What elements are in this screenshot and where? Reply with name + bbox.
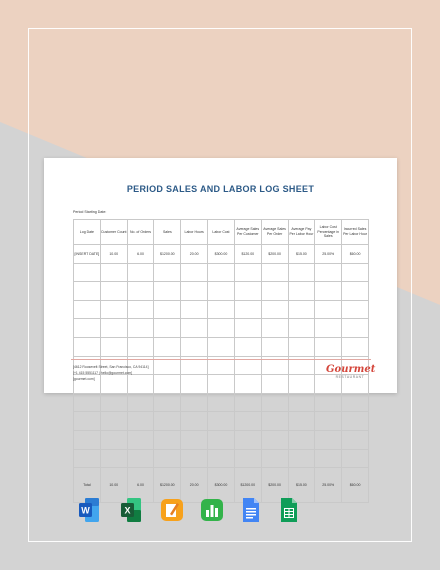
table-cell[interactable] [74, 263, 101, 282]
numbers-icon[interactable] [201, 497, 223, 523]
column-header: Average Sales Per Order [261, 220, 288, 245]
total-cell: $15.00 [288, 468, 315, 503]
table-cell[interactable] [208, 375, 235, 394]
file-format-icons [78, 497, 378, 523]
table-row [74, 300, 369, 319]
table-cell[interactable] [315, 319, 342, 338]
table-cell[interactable] [154, 393, 181, 412]
table-cell[interactable] [261, 430, 288, 449]
column-header: Labor Cost Percentage in Sales [315, 220, 342, 245]
table-row [74, 282, 369, 301]
table-cell[interactable] [127, 412, 154, 431]
excel-icon[interactable] [120, 497, 142, 523]
table-cell[interactable] [154, 375, 181, 394]
total-cell: 6.00 [127, 468, 154, 503]
table-cell[interactable] [154, 319, 181, 338]
contact-line: [+1 415 5551117 | hello@gourmet.com] [73, 371, 133, 375]
website-line: [gourmet.com] [73, 377, 95, 381]
pages-icon[interactable] [161, 497, 183, 523]
table-cell[interactable] [261, 263, 288, 282]
column-header: Average Pay Per Labor Hour [288, 220, 315, 245]
table-cell[interactable] [234, 319, 261, 338]
table-cell[interactable]: 10.00 [100, 245, 127, 264]
table-cell[interactable] [315, 393, 342, 412]
table-cell[interactable]: [INSERT DATE] [74, 245, 101, 264]
table-cell[interactable] [342, 319, 369, 338]
table-cell[interactable] [100, 337, 127, 356]
table-cell[interactable] [261, 449, 288, 468]
table-cell[interactable] [234, 263, 261, 282]
table-cell[interactable] [261, 375, 288, 394]
total-cell: 25.00% [315, 468, 342, 503]
table-cell[interactable] [342, 449, 369, 468]
table-cell[interactable] [100, 412, 127, 431]
table-cell[interactable] [74, 300, 101, 319]
table-cell[interactable] [234, 337, 261, 356]
table-cell[interactable]: $15.00 [288, 245, 315, 264]
column-header: Sales [154, 220, 181, 245]
total-label: Total [74, 468, 101, 503]
column-header: Labor Hours [181, 220, 208, 245]
table-cell[interactable] [234, 393, 261, 412]
table-cell[interactable] [288, 375, 315, 394]
table-cell[interactable] [315, 430, 342, 449]
table-cell[interactable] [208, 282, 235, 301]
total-cell: $300.00 [208, 468, 235, 503]
table-cell[interactable] [315, 263, 342, 282]
table-cell[interactable] [261, 337, 288, 356]
table-cell[interactable] [208, 393, 235, 412]
table-cell[interactable] [234, 300, 261, 319]
table-cell[interactable] [234, 412, 261, 431]
table-cell[interactable] [234, 449, 261, 468]
table-cell[interactable] [181, 319, 208, 338]
table-row [74, 393, 369, 412]
table-cell[interactable] [154, 430, 181, 449]
table-cell[interactable] [342, 393, 369, 412]
total-cell: $60.00 [342, 468, 369, 503]
table-row [74, 430, 369, 449]
brand-subtitle: RESTAURANT [335, 375, 365, 379]
column-header: Incurred Sales Per Labor Hour [342, 220, 369, 245]
total-cell: $1200.00 [154, 468, 181, 503]
address-block [73, 364, 149, 382]
table-cell[interactable] [208, 430, 235, 449]
table-cell[interactable] [181, 449, 208, 468]
svg-text:W: W [81, 505, 90, 516]
brand-name: Gourmet [326, 364, 376, 375]
table-cell[interactable] [181, 375, 208, 394]
table-cell[interactable]: 20.00 [181, 245, 208, 264]
table-cell[interactable] [127, 300, 154, 319]
table-cell[interactable]: $120.00 [234, 245, 261, 264]
table-cell[interactable] [74, 412, 101, 431]
table-cell[interactable] [208, 337, 235, 356]
table-row [74, 449, 369, 468]
table-cell[interactable] [288, 337, 315, 356]
table-cell[interactable]: 6.00 [127, 245, 154, 264]
table-cell[interactable] [208, 300, 235, 319]
table-cell[interactable] [208, 319, 235, 338]
table-cell[interactable] [181, 282, 208, 301]
address-line: [4612 Roosevelt Street, San Francisco, CA 94114] [73, 365, 149, 369]
table-row [74, 412, 369, 431]
table-row [74, 337, 369, 356]
table-cell[interactable] [100, 449, 127, 468]
table-cell[interactable]: $200.00 [261, 245, 288, 264]
table-cell[interactable] [74, 393, 101, 412]
svg-text:X: X [124, 505, 131, 516]
table-cell[interactable] [74, 337, 101, 356]
total-cell: 10.00 [100, 468, 127, 503]
footer-divider [71, 359, 371, 360]
table-cell[interactable] [234, 282, 261, 301]
table-cell[interactable] [261, 300, 288, 319]
log-table [73, 219, 369, 503]
table-cell[interactable] [100, 300, 127, 319]
table-cell[interactable] [74, 430, 101, 449]
table-cell[interactable]: 25.00% [315, 245, 342, 264]
table-cell[interactable] [342, 282, 369, 301]
table-cell[interactable] [181, 300, 208, 319]
table-cell[interactable] [181, 430, 208, 449]
column-header: Log Date [74, 220, 101, 245]
brand-logo [326, 364, 374, 380]
table-cell[interactable] [342, 337, 369, 356]
table-cell[interactable] [315, 282, 342, 301]
table-cell[interactable] [74, 282, 101, 301]
table-cell[interactable] [342, 412, 369, 431]
table-cell[interactable] [288, 393, 315, 412]
table-cell[interactable] [315, 300, 342, 319]
total-cell: $1200.00 [234, 468, 261, 503]
table-cell[interactable] [127, 263, 154, 282]
table-cell[interactable] [154, 300, 181, 319]
table-cell[interactable] [127, 319, 154, 338]
table-cell[interactable] [154, 337, 181, 356]
period-starting-date-label: Period Starting Date: [73, 210, 107, 214]
total-cell: 20.00 [181, 468, 208, 503]
table-cell[interactable] [100, 393, 127, 412]
document-title: PERIOD SALES AND LABOR LOG SHEET [126, 184, 315, 194]
table-cell[interactable] [181, 337, 208, 356]
table-cell[interactable] [154, 282, 181, 301]
column-header: Average Sales Per Customer [234, 220, 261, 245]
table-cell[interactable] [208, 449, 235, 468]
table-cell[interactable] [288, 319, 315, 338]
column-header: Customer Count [100, 220, 127, 245]
table-cell[interactable] [100, 263, 127, 282]
table-row [74, 319, 369, 338]
table-row [74, 263, 369, 282]
table-cell[interactable] [74, 449, 101, 468]
table-cell[interactable] [234, 375, 261, 394]
google-sheets-icon[interactable] [278, 497, 300, 523]
table-cell[interactable] [342, 300, 369, 319]
table-cell[interactable] [127, 393, 154, 412]
table-cell[interactable] [288, 449, 315, 468]
table-cell[interactable] [100, 319, 127, 338]
table-cell[interactable] [288, 300, 315, 319]
table-cell[interactable] [288, 263, 315, 282]
column-header: Labor Cost [208, 220, 235, 245]
table-cell[interactable] [127, 337, 154, 356]
word-icon[interactable] [78, 497, 100, 523]
table-cell[interactable] [208, 412, 235, 431]
table-header-row [74, 220, 369, 245]
document-page [44, 158, 397, 487]
table-cell[interactable] [154, 412, 181, 431]
table-cell[interactable]: $300.00 [208, 245, 235, 264]
table-cell[interactable] [315, 449, 342, 468]
table-cell[interactable] [288, 282, 315, 301]
table-cell[interactable]: $1200.00 [154, 245, 181, 264]
table-cell[interactable] [261, 319, 288, 338]
table-cell[interactable] [154, 449, 181, 468]
table-cell[interactable] [127, 430, 154, 449]
table-cell[interactable] [74, 319, 101, 338]
table-cell[interactable] [100, 430, 127, 449]
table-cell[interactable] [261, 412, 288, 431]
table-cell[interactable] [288, 430, 315, 449]
table-cell[interactable]: $60.00 [342, 245, 369, 264]
google-docs-icon[interactable] [240, 497, 262, 523]
table-cell[interactable] [261, 393, 288, 412]
table-cell[interactable] [181, 412, 208, 431]
table-cell[interactable] [234, 430, 261, 449]
table-cell[interactable] [127, 282, 154, 301]
table-cell[interactable] [342, 263, 369, 282]
total-cell: $200.00 [261, 468, 288, 503]
table-cell[interactable] [127, 449, 154, 468]
table-cell[interactable] [181, 263, 208, 282]
table-cell[interactable] [315, 412, 342, 431]
table-cell[interactable] [181, 393, 208, 412]
table-cell[interactable] [100, 282, 127, 301]
table-cell[interactable] [288, 412, 315, 431]
column-header: No. of Orders [127, 220, 154, 245]
table-cell[interactable] [208, 263, 235, 282]
table-cell[interactable] [261, 282, 288, 301]
table-cell[interactable] [315, 337, 342, 356]
table-row [74, 245, 369, 264]
table-cell[interactable] [342, 430, 369, 449]
table-cell[interactable] [154, 263, 181, 282]
